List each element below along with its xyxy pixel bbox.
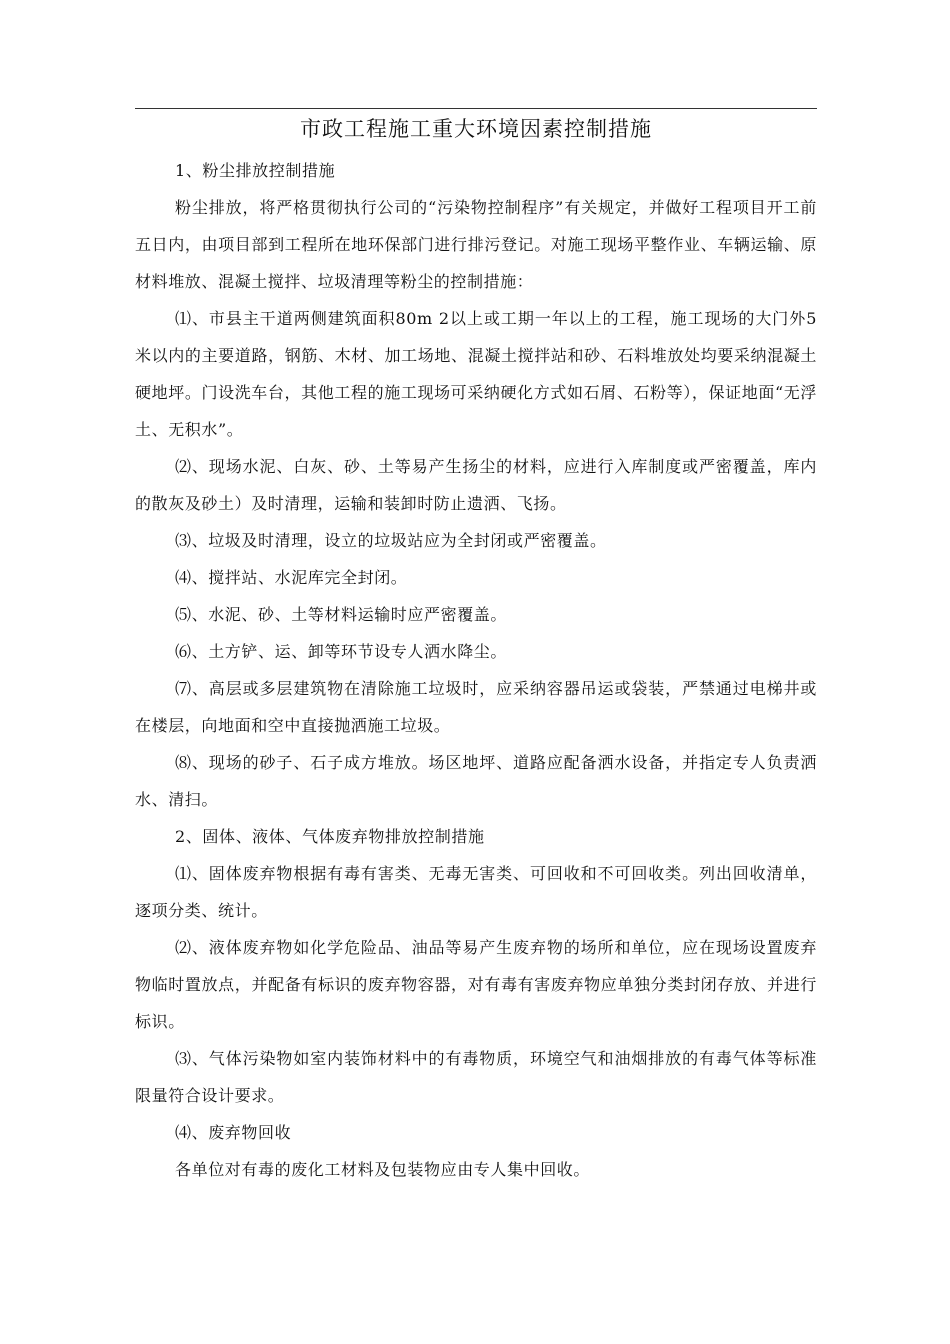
list-item-waste-2: ⑵、液体废弃物如化学危险品、油品等易产生废弃物的场所和单位，应在现场设置废弃物临时置放点，并配备有标识的废弃物容器，对有毒有害废弃物应单独分类封闭存放、并进行标识。	[135, 938, 817, 1031]
list-item-dust-3: ⑶、垃圾及时清理，设立的垃圾站应为全封闭或严密覆盖。	[175, 531, 607, 550]
list-item-dust-8: ⑻、现场的砂子、石子成方堆放。场区地坪、道路应配备洒水设备，并指定专人负责洒水、清扫。	[135, 753, 817, 809]
section-heading-dust: 1、粉尘排放控制措施	[175, 161, 336, 180]
header-rule	[135, 108, 817, 109]
list-item-dust-1: ⑴、市县主干道两侧建筑面积80m 2以上或工期一年以上的工程，施工现场的大门外5米以内的主要道路，钢筋、木材、加工场地、混凝土搅拌站和砂、石料堆放处均要采纳混凝土硬地坪。门设洗车台，其他工程的施工现场可采纳硬化方式如石屑、石粉等），保证地面“无浮土、无积水”。	[135, 309, 817, 439]
paragraph-waste-recovery: 各单位对有毒的废化工材料及包装物应由专人集中回收。	[175, 1160, 591, 1179]
list-item-dust-7: ⑺、高层或多层建筑物在清除施工垃圾时，应采纳容器吊运或袋装，严禁通过电梯井或在楼层，向地面和空中直接抛洒施工垃圾。	[135, 679, 817, 735]
paragraph-dust-intro: 粉尘排放，将严格贯彻执行公司的“污染物控制程序”有关规定，并做好工程项目开工前五日内，由项目部到工程所在地环保部门进行排污登记。对施工现场平整作业、车辆运输、原材料堆放、混凝土搅拌、垃圾清理等粉尘的控制措施：	[135, 198, 817, 291]
list-item-waste-1: ⑴、固体废弃物根据有毒有害类、无毒无害类、可回收和不可回收类。列出回收清单，逐项分类、统计。	[135, 864, 817, 920]
list-item-dust-2: ⑵、现场水泥、白灰、砂、土等易产生扬尘的材料，应进行入库制度或严密覆盖，库内的散灰及砂土）及时清理，运输和装卸时防止遗洒、飞扬。	[135, 457, 817, 513]
page-title: 市政工程施工重大环境因素控制措施	[300, 117, 652, 141]
document-body	[135, 152, 817, 1188]
list-item-dust-6: ⑹、土方铲、运、卸等环节设专人洒水降尘。	[175, 642, 508, 661]
list-item-waste-3: ⑶、气体污染物如室内装饰材料中的有毒物质，环境空气和油烟排放的有毒气体等标准限量符合设计要求。	[135, 1049, 817, 1105]
section-heading-waste: 2、固体、液体、气体废弃物排放控制措施	[175, 827, 485, 846]
list-item-dust-5: ⑸、水泥、砂、土等材料运输时应严密覆盖。	[175, 605, 508, 624]
list-item-waste-4: ⑷、废弃物回收	[175, 1123, 292, 1142]
list-item-dust-4: ⑷、搅拌站、水泥库完全封闭。	[175, 568, 408, 587]
